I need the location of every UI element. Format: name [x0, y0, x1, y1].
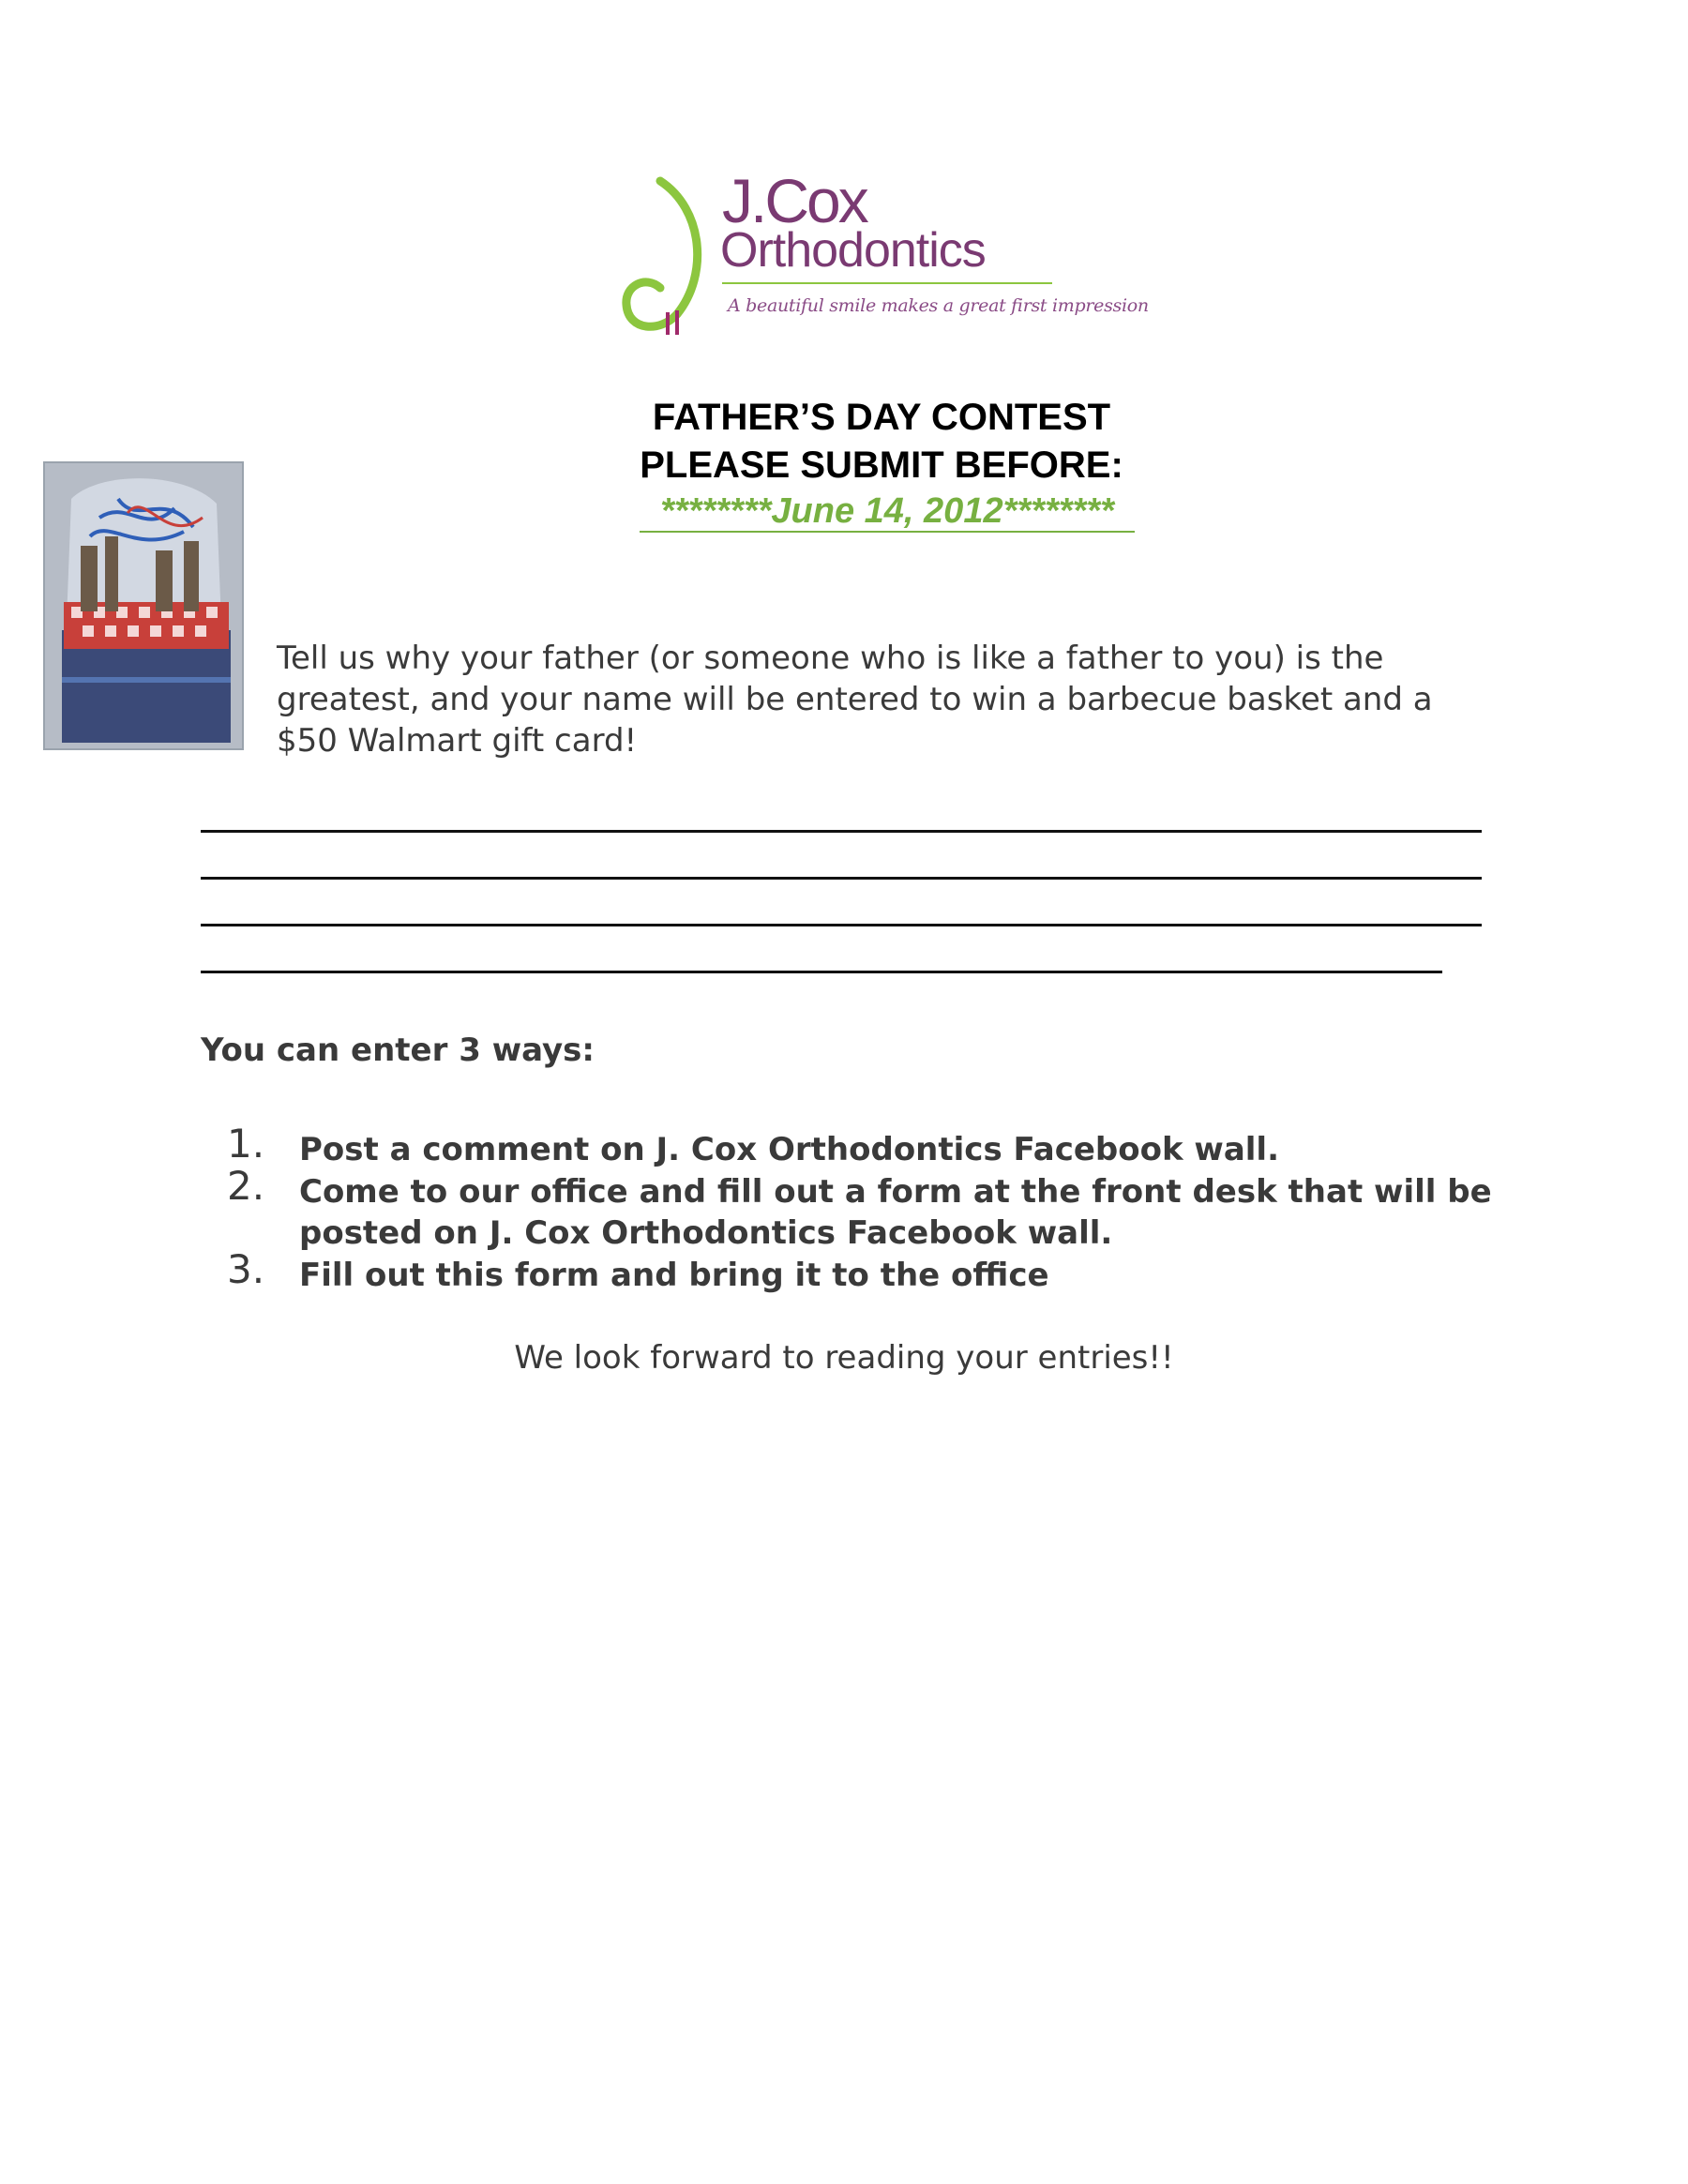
- contest-title: FATHER’S DAY CONTEST: [652, 397, 1111, 438]
- list-number: 2.: [227, 1163, 265, 1209]
- list-number: 1.: [227, 1121, 265, 1167]
- contest-description: Tell us why your father (or someone who is like a father to you) is the greatest, and your name will be entered to win a barbecue basket and a $50 Walmart gift card!: [277, 640, 1433, 760]
- list-item-text: Post a comment on J. Cox Orthodontics Facebook wall.: [299, 1131, 1279, 1168]
- submit-before-label: PLEASE SUBMIT BEFORE:: [640, 444, 1123, 486]
- entry-ways-title: You can enter 3 ways:: [201, 1032, 595, 1069]
- deadline-underline: [640, 531, 1135, 533]
- logo-subtitle: Orthodontics: [720, 223, 986, 278]
- answer-line[interactable]: [201, 971, 1442, 973]
- deadline-block: [640, 490, 1135, 533]
- list-number: 3.: [227, 1246, 265, 1292]
- list-item-text: Come to our office and fill out a form at the front desk that will be posted on J. Cox Orthodontics Facebook wall.: [299, 1173, 1492, 1252]
- list-item-text: Fill out this form and bring it to the office: [299, 1257, 1049, 1294]
- answer-line[interactable]: [201, 924, 1482, 926]
- closing-message: We look forward to reading your entries!!: [514, 1339, 1174, 1377]
- deadline-date: ********June 14, 2012********: [660, 491, 1114, 531]
- logo-tagline: A beautiful smile makes a great first impression: [728, 295, 1149, 316]
- logo-name: J.Cox: [722, 166, 867, 235]
- jcox-logo: [619, 164, 1149, 352]
- answer-line[interactable]: [201, 830, 1482, 833]
- barbecue-basket-image: [43, 461, 244, 750]
- logo-divider: [722, 282, 1052, 284]
- answer-line[interactable]: [201, 877, 1482, 880]
- logo-swirl-icon: [619, 164, 731, 352]
